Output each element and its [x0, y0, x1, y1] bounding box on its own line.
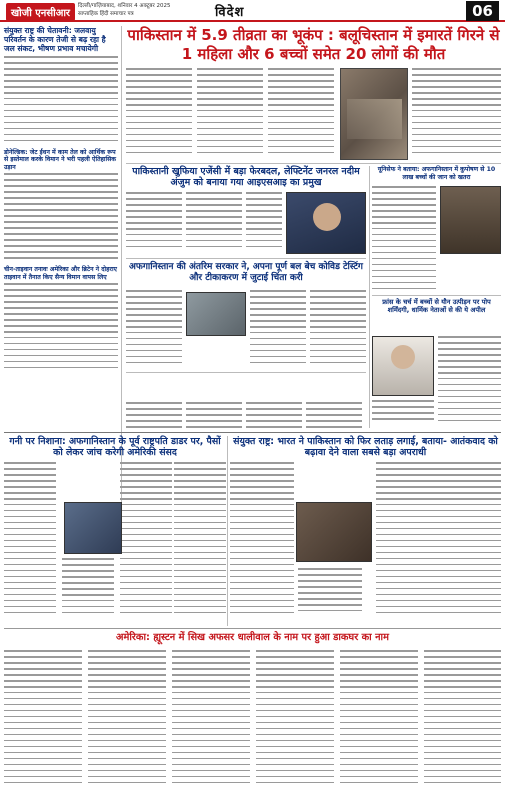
article-column — [250, 290, 306, 370]
right-story2-body-continued — [372, 400, 434, 426]
article-column — [197, 68, 263, 160]
article-text — [4, 283, 118, 373]
divider — [227, 436, 228, 626]
bottom-left-headline: गनी पर निशाना: अफगानिस्तान के पूर्व राष्ट्रपति डाडर पर, पैसों को लेकर जांच करेगी अमेरिकी संसद — [9, 436, 221, 459]
bottom-right-headline: संयुक्त राष्ट्र: भारत ने पाकिस्तान को फिर लताड़ लगाई, बताया- आतंकवाद को बढ़ावा देने वाला सबसे बड़ा अपराधी — [233, 436, 498, 459]
bottom-strip-body — [4, 650, 501, 795]
article-column — [246, 402, 302, 432]
divider — [369, 166, 370, 428]
right-story1-body — [372, 186, 436, 296]
earthquake-photo — [340, 68, 408, 160]
story2-headline: पाकिस्तानी खुफिया एजेंसी में बड़ा फेरबदल, लेफ्टिनेंट जनरल नदीम अंजुम को बनाया गया आइएसआइ का प्रमुख — [132, 166, 360, 189]
date-line — [78, 2, 228, 18]
right-story2-headline: फ्रांस के चर्च में बच्चों से यौन उत्पीड़न पर पोप शर्मिंदगी, धार्मिक नेताओं से की ये अपील — [382, 298, 491, 314]
article-column — [376, 462, 440, 622]
article-column — [126, 192, 182, 252]
left-headline-2: डोनेल्डिक: जेट ईंधन में काम तेल को आर्थिक रूप से इस्तेमाल करके विमान ने भरी पहली ऐतिहासिक उड़ान — [4, 149, 117, 171]
article-column — [424, 650, 501, 795]
article-text — [4, 56, 118, 146]
article-column — [438, 462, 501, 622]
article-column — [246, 192, 282, 252]
main-story-body — [126, 68, 336, 160]
article-column — [268, 68, 334, 160]
section-title: विदेश — [215, 5, 245, 20]
divider — [4, 628, 501, 629]
article-column — [256, 650, 334, 795]
article-column — [230, 462, 294, 622]
masthead — [0, 0, 505, 22]
story3-headline: अफगानिस्तान की अंतरिम सरकार ने, अपना पूर्ण बल बेच कोविड टेस्टिंग और टीकाकरण में जुटाई चिंता करी — [129, 262, 363, 283]
article-column — [126, 402, 182, 432]
article-column — [186, 192, 242, 252]
story4-body — [126, 402, 366, 432]
article-column — [340, 650, 418, 795]
right-story1-headline: यूनिसेफ ने बताया: अफगानिस्तान में कुपोषण से 10 लाख बच्चों की जान को खतरा — [377, 166, 496, 181]
article-column — [126, 290, 182, 370]
bottom-strip-headline: अमेरिका: ह्यूस्टन में सिख अफसर धालीवाल के नाम पर हुआ डाकघर का नाम — [116, 632, 389, 643]
newspaper-logo: खोजी एनसीआर — [6, 3, 75, 21]
article-column — [4, 650, 82, 795]
page-number: 06 — [466, 1, 499, 21]
article-column — [186, 402, 242, 432]
date-text: दिल्ली/गाज़ियाबाद, शनिवार 4 अक्टूबर 2025 — [78, 3, 171, 9]
main-story-continuation — [412, 68, 501, 160]
divider — [126, 258, 366, 259]
ghani-photo — [64, 502, 122, 554]
vaccination-photo — [186, 292, 246, 336]
article-column — [4, 462, 56, 622]
article-column — [306, 402, 362, 432]
tagline-text: साप्ताहिक हिंदी समाचार पत्र — [78, 11, 134, 17]
article-column — [62, 558, 114, 622]
divider — [4, 432, 501, 433]
article-column — [88, 650, 166, 795]
right-story2-body — [438, 336, 501, 426]
article-column — [172, 650, 250, 795]
divider — [126, 163, 501, 164]
main-headline: पाकिस्तान में 5.9 तीव्रता का भूकंप : बलूचिस्तान में इमारतें गिरने से 1 महिला और 6 बच्चों समेत 20 लोगों की मौत — [127, 26, 500, 63]
divider — [126, 372, 366, 373]
article-column — [298, 568, 362, 622]
divider — [372, 295, 501, 296]
officer-portrait — [286, 192, 366, 254]
article-column — [174, 462, 226, 622]
left-headline-1: संयुक्त राष्ट्र की चेतावनी: जलवायु परिवर्तन के कारण तेजी से बढ़ रहा है जल संकट, भीषण प्रभाव मचायेगी — [4, 26, 106, 53]
article-column — [126, 68, 192, 160]
article-text — [4, 173, 118, 263]
left-headline-3: चीन-ताइवान तनावः अमेरिका और ब्रिटेन ने दोहराए ताइवान में तैनात किए सैन्य विमान वापस लिए — [4, 266, 117, 281]
article-column — [120, 462, 172, 622]
pope-photo — [372, 336, 434, 396]
story3-body — [126, 290, 366, 370]
un-speaker-photo — [296, 502, 372, 562]
article-column — [310, 290, 366, 370]
children-photo — [440, 186, 501, 254]
